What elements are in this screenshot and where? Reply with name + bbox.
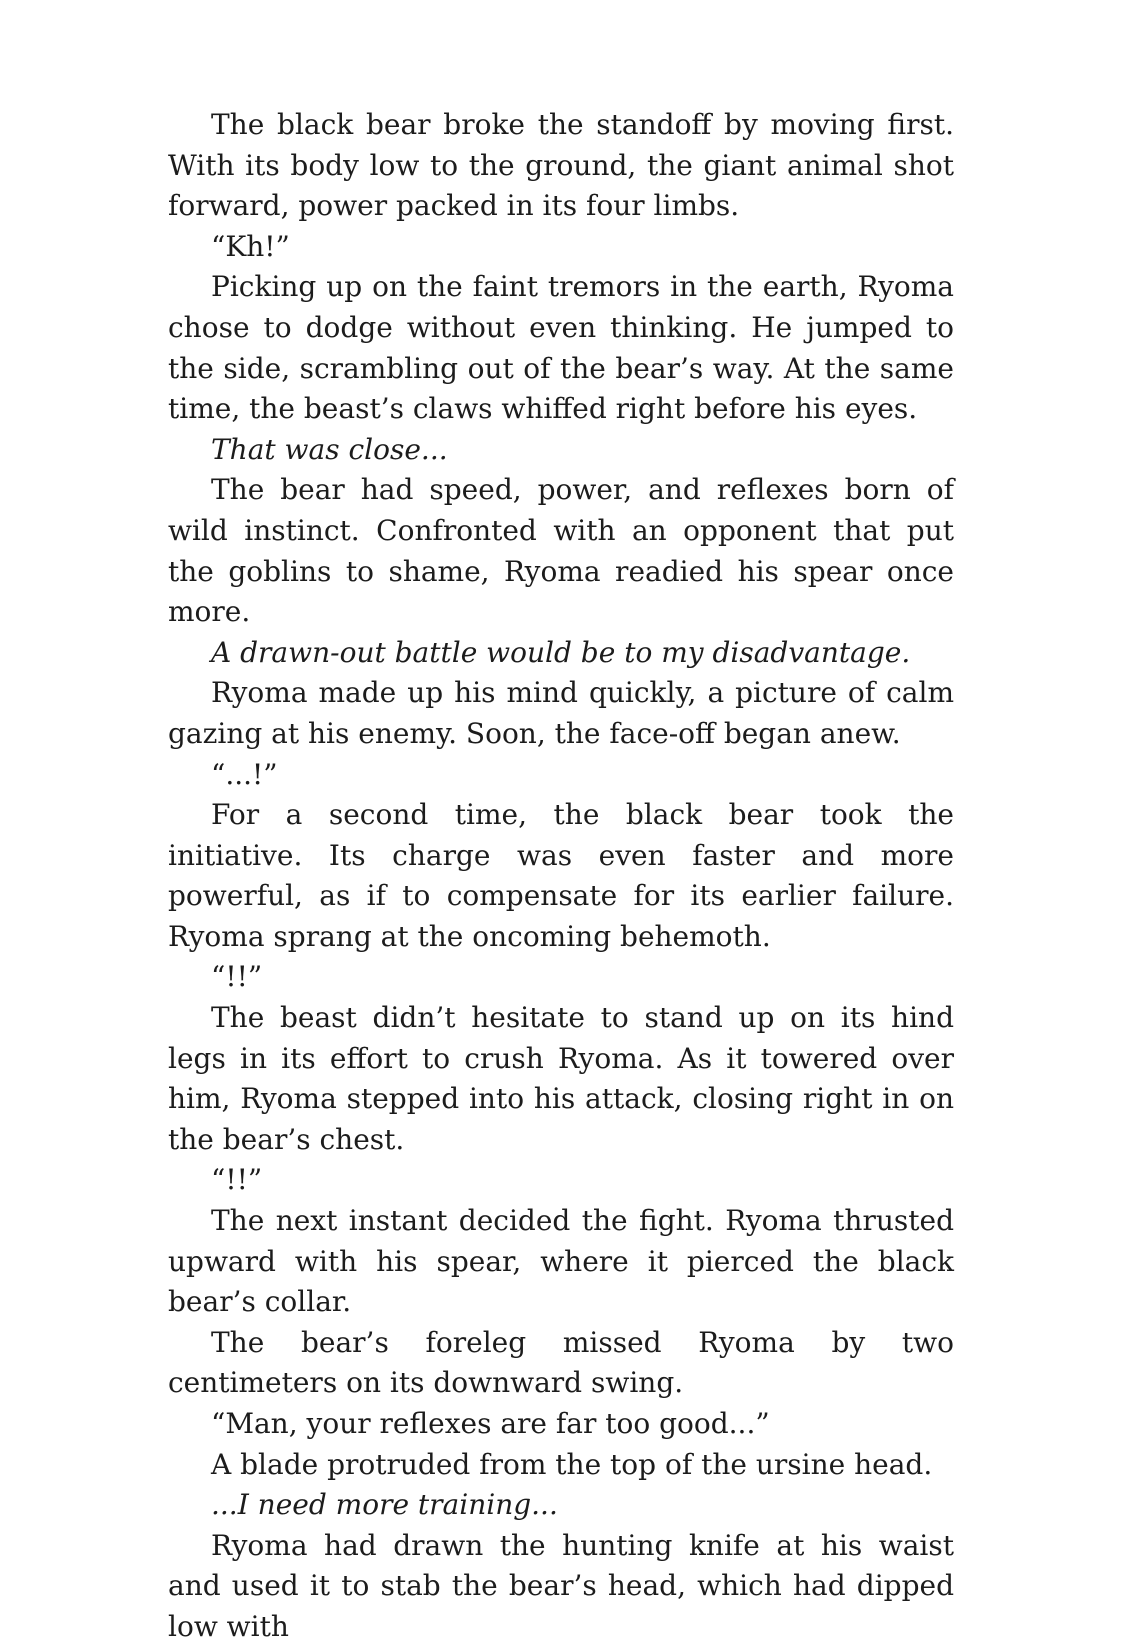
paragraph: The beast didn’t hesitate to stand up on its hind legs in its effort to crush Ryoma. As it towered over him, Ryoma stepped into his attack, closing right in on the bear’s chest.	[168, 1001, 954, 1156]
paragraph: The bear had speed, power, and reflexes born of wild instinct. Confronted with an opponent that put the goblins to shame, Ryoma readied his spear once more.	[168, 473, 954, 629]
dialogue-line: “!!”	[211, 1163, 263, 1197]
inner-thought: That was close...	[211, 432, 448, 466]
dialogue-line: “Man, your reflexes are far too good...”	[211, 1407, 770, 1440]
paragraph: The bear’s foreleg missed Ryoma by two centimeters on its downward swing.	[168, 1325, 954, 1400]
dialogue-line: “!!”	[211, 960, 263, 994]
inner-thought: ...I need more training...	[211, 1488, 558, 1522]
paragraph: Ryoma had drawn the hunting knife at his waist and used it to stab the bear’s head, which had dipped low with	[168, 1528, 954, 1643]
paragraph: Ryoma made up his mind quickly, a picture of calm gazing at his enemy. Soon, the face-off began anew.	[168, 676, 954, 750]
paragraph: For a second time, the black bear took the initiative. Its charge was even faster and more powerful, as if to compensate for its earlier failure. Ryoma sprang at the oncoming behemoth.	[168, 798, 954, 953]
paragraph: A blade protruded from the top of the ursine head.	[211, 1447, 933, 1481]
paragraph: The next instant decided the fight. Ryoma thrusted upward with his spear, where it pierced the black bear’s collar.	[168, 1204, 954, 1319]
paragraph: The black bear broke the standoff by moving first. With its body low to the ground, the giant animal shot forward, power packed in its four limbs.	[168, 108, 954, 223]
page-body	[168, 105, 954, 1648]
paragraph: Picking up on the faint tremors in the earth, Ryoma chose to dodge without even thinking. He jumped to the side, scrambling out of the bear’s way. At the same time, the beast’s claws whiffed right before his eyes.	[168, 270, 954, 426]
dialogue-line: “...!”	[211, 757, 278, 791]
inner-thought: A drawn-out battle would be to my disadvantage.	[211, 635, 911, 669]
dialogue-line: “Kh!”	[211, 229, 290, 263]
